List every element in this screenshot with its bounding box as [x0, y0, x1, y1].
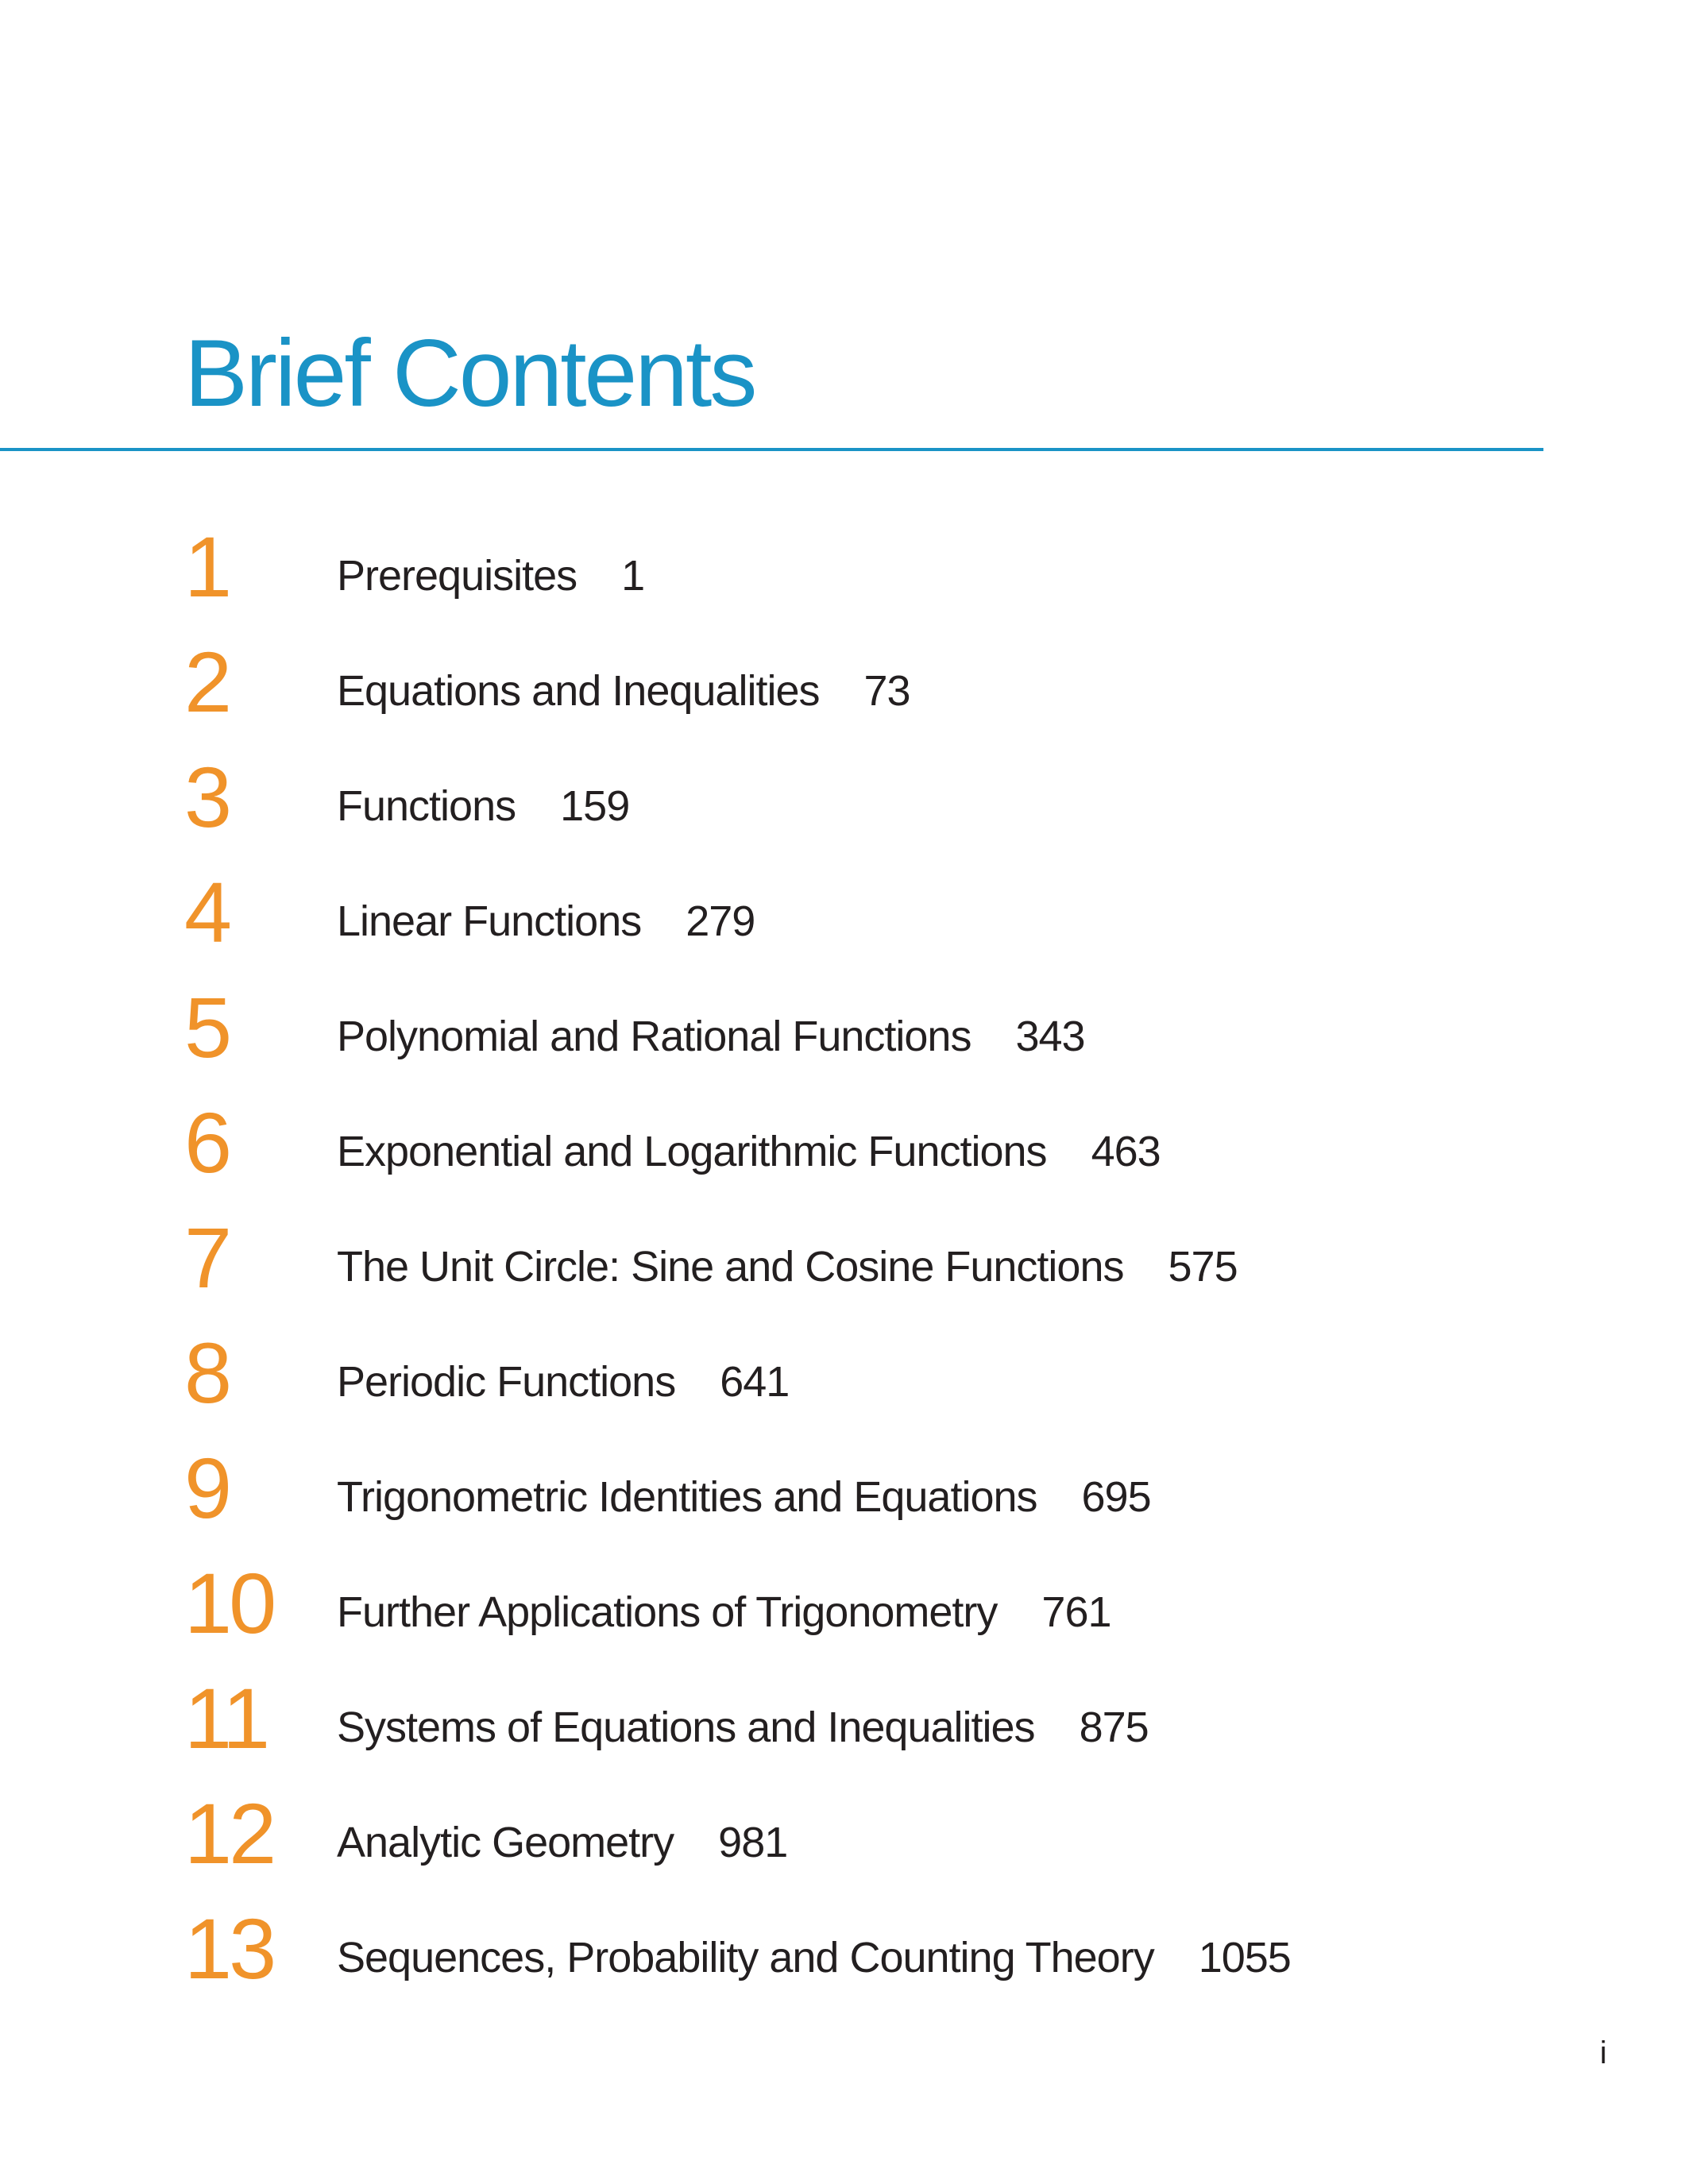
chapter-number: 12 — [184, 1785, 274, 1881]
chapter-number: 3 — [184, 749, 230, 845]
chapter-row[interactable] — [0, 1670, 1688, 1791]
chapter-number: 5 — [184, 979, 230, 1075]
chapter-row[interactable] — [0, 1325, 1688, 1445]
chapter-title: Sequences, Probability and Counting Theory — [337, 1934, 1154, 1981]
chapter-page-number: 575 — [1168, 1243, 1238, 1291]
chapter-entry[interactable] — [337, 1473, 1151, 1521]
chapter-entry[interactable] — [337, 897, 755, 945]
chapter-number: 8 — [184, 1325, 230, 1421]
chapter-number: 11 — [184, 1670, 268, 1766]
chapter-entry[interactable] — [337, 667, 910, 715]
chapter-title: Exponential and Logarithmic Functions — [337, 1128, 1047, 1175]
chapter-title: Equations and Inequalities — [337, 667, 820, 715]
chapter-title: Prerequisites — [337, 552, 577, 600]
title-rule — [0, 448, 1543, 451]
chapter-row[interactable] — [0, 1440, 1688, 1561]
chapter-page-number: 875 — [1079, 1704, 1149, 1751]
chapter-number: 10 — [184, 1555, 274, 1651]
chapter-row[interactable] — [0, 519, 1688, 639]
chapter-page-number: 279 — [686, 897, 755, 945]
chapter-entry[interactable] — [337, 1358, 790, 1406]
chapter-page-number: 981 — [718, 1819, 788, 1866]
chapter-row[interactable] — [0, 1555, 1688, 1676]
chapter-page-number: 1 — [621, 552, 645, 600]
chapter-title: Periodic Functions — [337, 1358, 676, 1406]
chapter-entry[interactable] — [337, 1015, 1085, 1058]
chapter-title: Systems of Equations and Inequalities — [337, 1704, 1035, 1751]
chapter-row[interactable] — [0, 1900, 1688, 2021]
chapter-row[interactable] — [0, 749, 1688, 870]
chapter-entry[interactable] — [337, 552, 645, 600]
page-title: Brief Contents — [184, 320, 755, 426]
chapter-row[interactable] — [0, 979, 1688, 1100]
chapter-row[interactable] — [0, 1094, 1688, 1215]
chapter-page-number: 463 — [1091, 1128, 1161, 1175]
chapter-title: Polynomial and Rational Functions — [337, 1013, 971, 1060]
chapter-page-number: 761 — [1041, 1588, 1111, 1636]
chapter-number: 9 — [184, 1440, 230, 1536]
chapter-title: Functions — [337, 782, 516, 830]
chapter-entry[interactable] — [337, 1588, 1111, 1636]
chapter-entry[interactable] — [337, 1821, 787, 1864]
chapter-number: 7 — [184, 1210, 230, 1306]
chapter-row[interactable] — [0, 1785, 1688, 1906]
chapter-title: Analytic Geometry — [337, 1819, 674, 1866]
chapter-entry[interactable] — [337, 782, 630, 830]
chapter-row[interactable] — [0, 864, 1688, 985]
chapter-page-number: 73 — [863, 667, 910, 715]
chapter-page-number: 1055 — [1198, 1934, 1291, 1981]
page-folio: i — [1600, 2035, 1607, 2070]
chapter-entry[interactable] — [337, 1130, 1161, 1173]
chapter-number: 4 — [184, 864, 230, 960]
chapter-number: 13 — [184, 1900, 274, 1997]
chapter-title: The Unit Circle: Sine and Cosine Functions — [337, 1243, 1124, 1291]
chapter-number: 2 — [184, 634, 230, 730]
chapter-number: 1 — [184, 519, 230, 615]
chapter-page-number: 695 — [1081, 1473, 1151, 1521]
chapter-title: Linear Functions — [337, 897, 642, 945]
chapter-page-number: 159 — [560, 782, 630, 830]
chapter-page-number: 641 — [720, 1358, 790, 1406]
chapter-row[interactable] — [0, 634, 1688, 754]
chapter-title: Further Applications of Trigonometry — [337, 1588, 998, 1636]
chapter-list — [0, 519, 1688, 2021]
chapter-entry[interactable] — [337, 1706, 1149, 1749]
chapter-number: 6 — [184, 1094, 230, 1190]
chapter-entry[interactable] — [337, 1936, 1291, 1979]
chapter-title: Trigonometric Identities and Equations — [337, 1473, 1037, 1521]
chapter-entry[interactable] — [337, 1243, 1238, 1291]
chapter-page-number: 343 — [1015, 1013, 1085, 1060]
chapter-row[interactable] — [0, 1210, 1688, 1330]
